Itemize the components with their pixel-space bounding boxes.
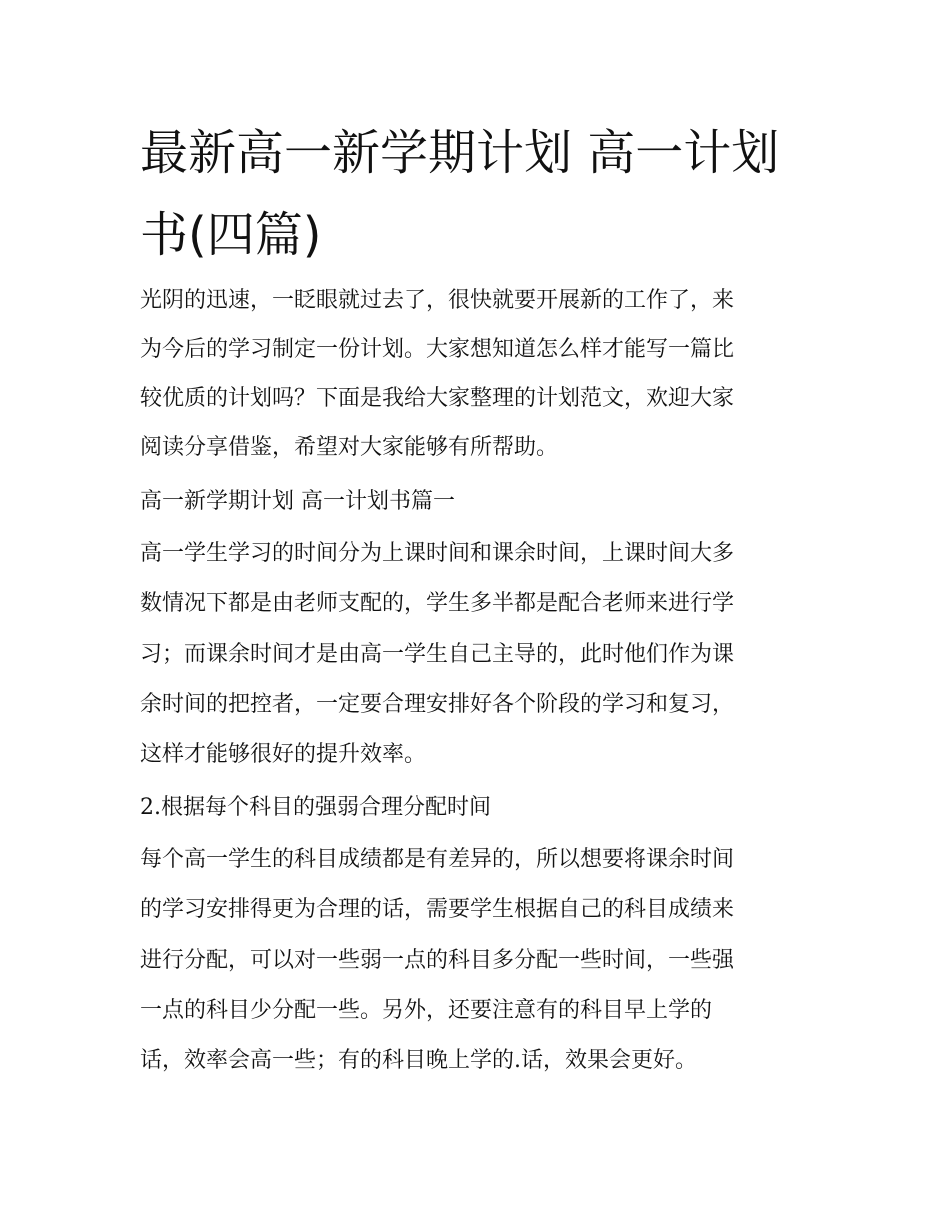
paragraph-line: 话，效率会高一些；有的科目晚上学的.话，效果会更好。 bbox=[140, 1048, 697, 1073]
paragraph-line: 的学习安排得更为合理的话，需要学生根据自己的科目成绩来 bbox=[140, 897, 735, 922]
intro-line: 较优质的计划吗？下面是我给大家整理的计划范文，欢迎大家 bbox=[140, 386, 735, 411]
intro-line: 光阴的迅速，一眨眼就过去了，很快就要开展新的工作了，来 bbox=[140, 288, 735, 313]
paragraph-line: 这样才能够很好的提升效率。 bbox=[140, 742, 427, 767]
paragraph-line: 每个高一学生的科目成绩都是有差异的，所以想要将课余时间 bbox=[140, 847, 735, 872]
paragraph-line: 一点的科目少分配一些。另外，还要注意有的科目早上学的 bbox=[140, 998, 713, 1023]
paragraph-line: 余时间的把控者，一定要合理安排好各个阶段的学习和复习， bbox=[140, 692, 735, 717]
intro-line: 阅读分享借鉴，希望对大家能够有所帮助。 bbox=[140, 435, 559, 460]
paragraph-line: 习；而课余时间才是由高一学生自己主导的，此时他们作为课 bbox=[140, 642, 735, 667]
title-line: 书(四篇) bbox=[140, 207, 322, 263]
section-heading: 高一新学期计划 高一计划书篇一 bbox=[140, 489, 455, 514]
intro-line: 为今后的学习制定一份计划。大家想知道怎么样才能写一篇比 bbox=[140, 337, 735, 362]
paragraph-line: 数情况下都是由老师支配的，学生多半都是配合老师来进行学 bbox=[140, 591, 735, 616]
page-title bbox=[140, 112, 820, 276]
paragraph-line: 高一学生学习的时间分为上课时间和课余时间，上课时间大多 bbox=[140, 541, 735, 566]
paragraph-line: 进行分配，可以对一些弱一点的科目多分配一些时间，一些强 bbox=[140, 948, 735, 973]
title-line: 最新高一新学期计划 高一计划 bbox=[140, 125, 780, 181]
subheading: 2.根据每个科目的强弱合理分配时间 bbox=[140, 795, 491, 820]
